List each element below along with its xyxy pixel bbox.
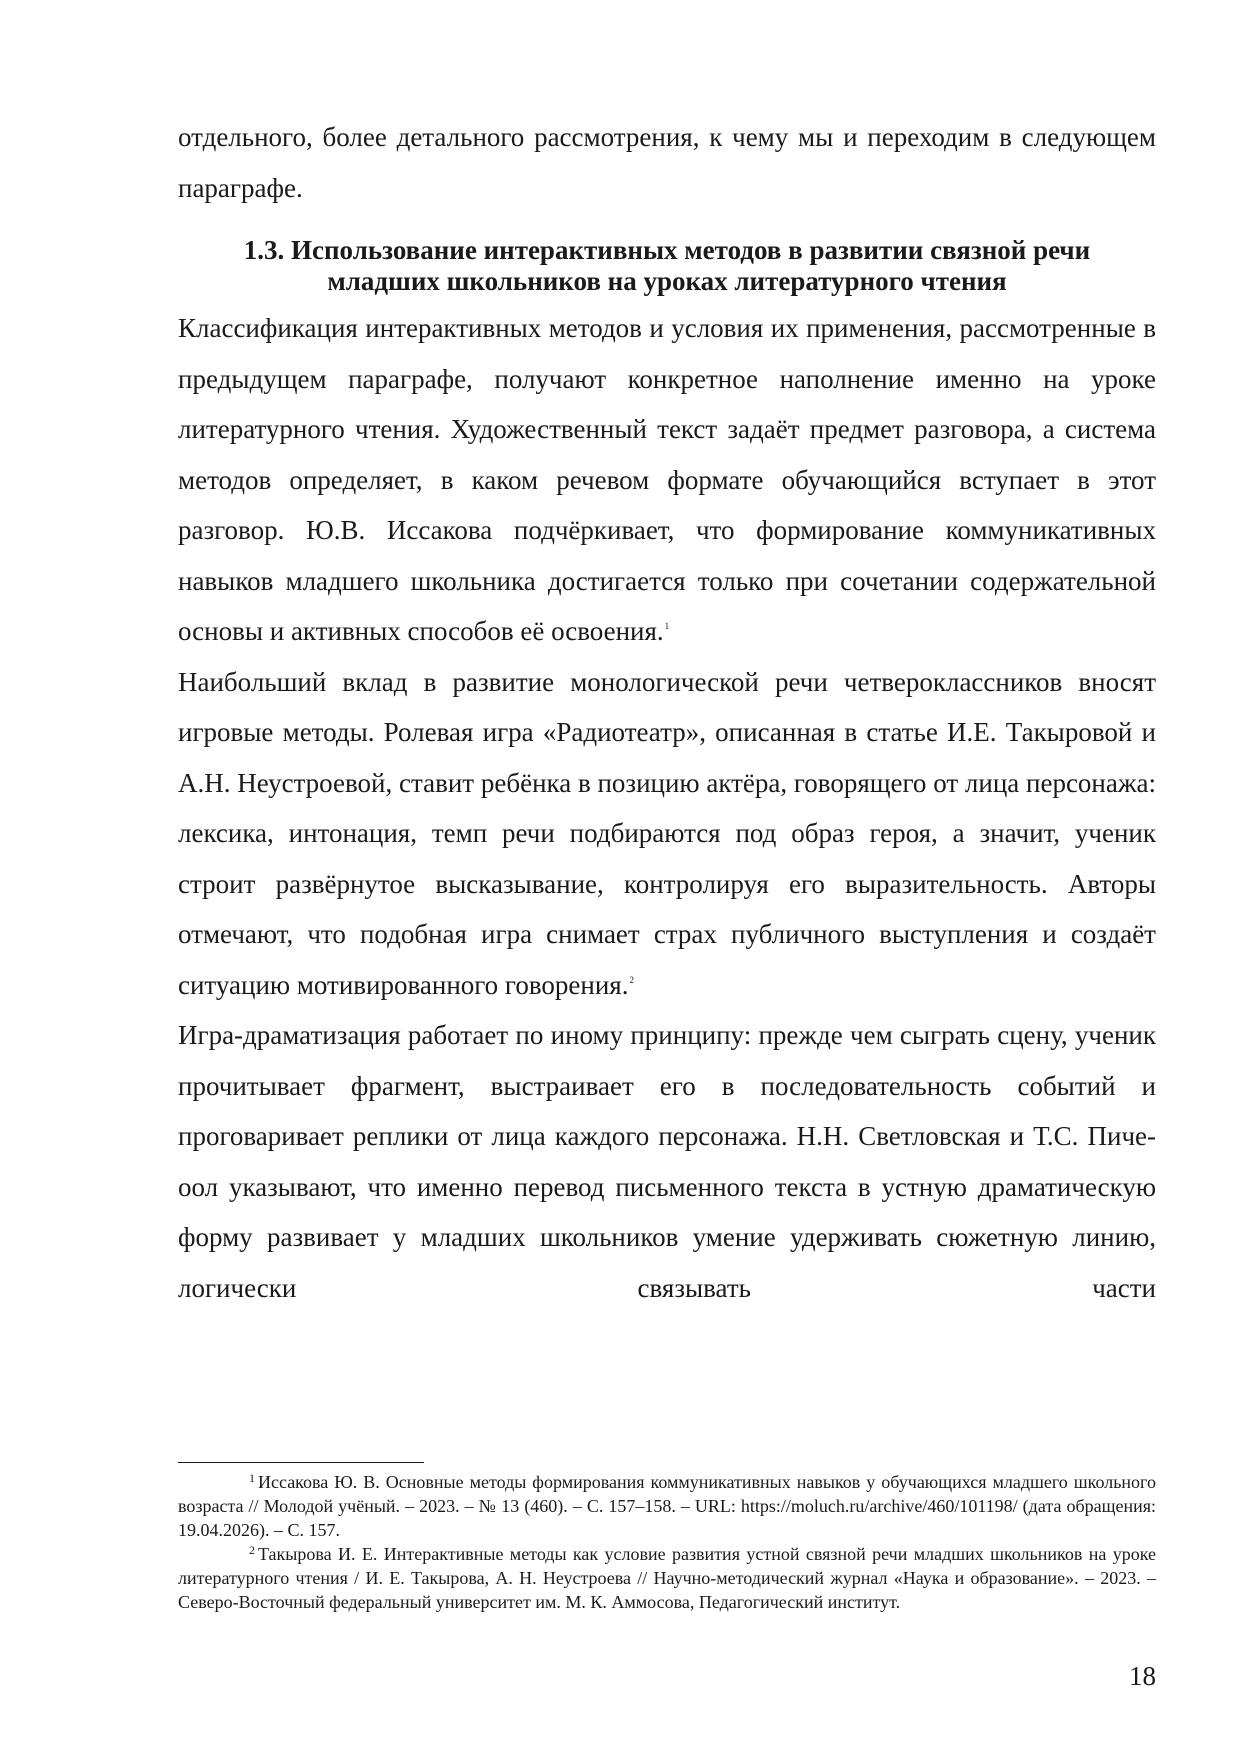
page-content [178,112,1156,1313]
paragraph-3-text: Игра-драматизация работает по иному принципу: прежде чем сыграть сцену, ученик прочитывает фрагмент, выстраивает его в последовательность событий и проговаривает реплики от лица каждого персонажа. Н.Н. Светловская и Т.С. Пиче-оол указывают, что именно перевод письменного текста в устную драматическую форму развивает у младших школьников умение удерживать сюжетную линию, логически связывать части [178,1020,1156,1303]
section-heading [178,235,1156,297]
footnote-separator [178,1462,424,1463]
footnote-1-number: 1 [249,1471,255,1485]
footnote-1 [178,1470,1156,1542]
footnote-2-number: 2 [249,1543,255,1557]
footnotes [178,1470,1156,1614]
footnote-1-text: Иссакова Ю. В. Основные методы формирования коммуникативных навыков у обучающихся младшего школьного возраста // Молодой учёный. – 2023. – № 13 (460). – С. 157–158. – URL: https://moluch.ru/archive/460/101198/ (дата обращения: 19.04.2026). – С. 157. [178,1472,1156,1540]
intro-text: отдельного, более детального рассмотрения, к чему мы и переходим в следующем параграфе. [178,122,1156,203]
paragraph-3 [178,1010,1156,1313]
footnote-ref-2[interactable]: 2 [629,974,634,985]
intro-paragraph [178,112,1156,213]
paragraph-1 [178,303,1156,657]
paragraph-2-text: Наибольший вклад в развитие монологической речи четвероклассников вносят игровые методы. Ролевая игра «Радиотеатр», описанная в статье И.Е. Такыровой и А.Н. Неустроевой, ставит ребёнка в позицию актёра, говорящего от лица персонажа: лексика, интонация, темп речи подбираются под образ героя, а значит, ученик строит развёрнутое высказывание, контролируя его выразительность. Авторы отмечают, что подобная игра снимает страх публичного выступления и создаёт ситуацию мотивированного говорения. [178,666,1156,1000]
footnote-ref-1[interactable]: 1 [664,621,670,631]
section-heading-line2: младших школьников на уроках литературного чтения [327,266,1007,296]
paragraph-2 [178,657,1156,1011]
footnote-2 [178,1542,1156,1614]
page-number: 18 [1129,1661,1156,1691]
section-heading-line1: 1.3. Использование интерактивных методов в развитии связной речи [243,235,1091,265]
paragraph-1-text: Классификация интерактивных методов и условия их применения, рассмотренные в предыдущем параграфе, получают конкретное наполнение именно на уроке литературного чтения. Художественный текст задаёт предмет разговора, а система методов определяет, в каком речевом формате обучающийся вступает в этот разговор. Ю.В. Иссакова подчёркивает, что формирование коммуникативных навыков младшего школьника достигается только при сочетании содержательной основы и активных способов её освоения. [178,313,1156,646]
footnote-2-text: Такырова И. Е. Интерактивные методы как условие развития устной связной речи младших школьников на уроке литературного чтения / И. Е. Такырова, А. Н. Неустроева // Научно-методический журнал «Наука и образование». – 2023. – Северо-Восточный федеральный университет им. М. К. Аммосова, Педагогический институт. [178,1544,1156,1612]
